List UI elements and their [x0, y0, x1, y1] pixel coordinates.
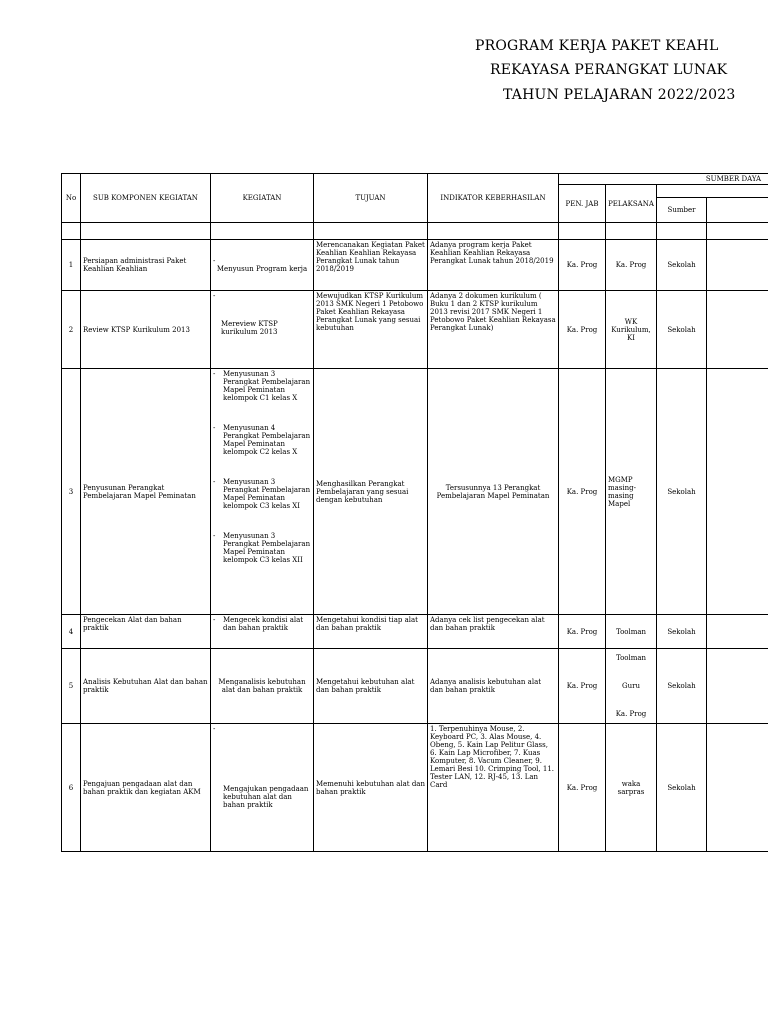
row-pelaksana: MGMP masing- masing Mapel [606, 369, 657, 615]
table-row [62, 615, 768, 649]
row-sub: Review KTSP Kurikulum 2013 [81, 291, 211, 369]
row-indikator: Adanya program kerja Paket Keahlian Keahlian Rekayasa Perangkat Lunak tahun 2018/2019 [428, 240, 559, 291]
row-pen-jab: Ka. Prog [559, 240, 606, 291]
row-no: 4 [62, 615, 81, 649]
row-tujuan: Memenuhi kebutuhan alat dan bahan praktik [314, 724, 428, 852]
header-sub-komponen: SUB KOMPONEN KEGIATAN [81, 174, 211, 223]
row-sub: Persiapan administrasi Paket Keahlian Keahlian [81, 240, 211, 291]
row-kegiatan: - Mengecek kondisi alat dan bahan praktik [211, 615, 314, 649]
table-row [62, 649, 768, 724]
row-tujuan: Menghasilkan Perangkat Pembelajaran yang sesuai dengan kebutuhan [314, 369, 428, 615]
pelaksana-item: Ka. Prog [615, 710, 647, 718]
row-indikator: Adanya 2 dokumen kurikulum ( Buku 1 dan 2 KTSP kurikulum 2013 revisi 2017 SMK Negeri 1 Petobowo Paket Keahlian Rekayasa Perangkat Lunak) [428, 291, 559, 369]
program-subtitle: REKAYASA PERANGKAT LUNAK [490, 62, 728, 78]
header-tujuan: TUJUAN [314, 174, 428, 223]
pelaksana-item: Guru [622, 682, 640, 690]
table-row-spacer [62, 223, 768, 240]
program-title: PROGRAM KERJA PAKET KEAHL [475, 38, 719, 54]
row-sumber: Sekolah [657, 291, 707, 369]
header-sumber: Sumber [657, 198, 707, 223]
row-kegiatan: - Mereview KTSP kurikulum 2013 [211, 291, 314, 369]
row-pelaksana: WK Kurikulum, KI [606, 291, 657, 369]
row-pelaksana: Toolman [606, 615, 657, 649]
row-pen-jab: Ka. Prog [559, 291, 606, 369]
row-sub: Penyusunan Perangkat Pembelajaran Mapel Peminatan [81, 369, 211, 615]
pelaksana-item: Toolman [615, 654, 647, 662]
row-sub: Pengajuan pengadaan alat dan bahan praktik dan kegiatan AKM [81, 724, 211, 852]
row-tujuan: Merencanakan Kegiatan Paket Keahlian Keahlian Rekayasa Perangkat Lunak tahun 2018/2019 [314, 240, 428, 291]
header-sumber-daya: SUMBER DAYA [559, 174, 768, 185]
row-sumber: Sekolah [657, 369, 707, 615]
row-kegiatan: - Mengajukan pengadaan kebutuhan alat dan bahan praktik [211, 724, 314, 852]
row-sumber: Sekolah [657, 615, 707, 649]
row-sub: Analisis Kebutuhan Alat dan bahan praktik [81, 649, 211, 724]
header-empty [657, 185, 768, 198]
row-kegiatan: - Menyusun Program kerja [211, 240, 314, 291]
table-row [62, 291, 768, 369]
program-table-container [61, 173, 768, 853]
header-no: No [62, 174, 81, 223]
row-sub: Pengecekan Alat dan bahan praktik [81, 615, 211, 649]
header-extra [707, 198, 768, 223]
row-indikator: Tersusunnya 13 Perangkat Pembelajaran Mapel Peminatan [428, 369, 559, 615]
row-sumber: Sekolah [657, 240, 707, 291]
row-indikator: Adanya cek list pengecekan alat dan bahan praktik [428, 615, 559, 649]
row-sumber: Sekolah [657, 724, 707, 852]
row-indikator: Adanya analisis kebutuhan alat dan bahan praktik [428, 649, 559, 724]
header-kegiatan: KEGIATAN [211, 174, 314, 223]
program-table [61, 173, 768, 852]
row-tujuan: Mengetahui kondisi tiap alat dan bahan praktik [314, 615, 428, 649]
kegiatan-item: - Menyusunan 3 Perangkat Pembelajaran Mapel Peminatan kelompok C1 kelas X [223, 370, 311, 402]
header-pen-jab: PEN. JAB [559, 185, 606, 223]
row-no: 1 [62, 240, 81, 291]
table-row [62, 240, 768, 291]
row-indikator: 1. Terpenuhinya Mouse, 2. Keyboard PC, 3. Alas Mouse, 4. Obeng, 5. Kain Lap Pelitur Glass, 6. Kain Lap Microfiber, 7. Kuas Komputer, 8. Vacum Cleaner, 9. Lemari Besi 10. Crimping Tool, 11. Tester LAN, 12. RJ-45, 13. Lan Card [428, 724, 559, 852]
row-pelaksana-stack [606, 649, 657, 724]
program-year: TAHUN PELAJARAN 2022/2023 [503, 87, 736, 103]
row-no: 3 [62, 369, 81, 615]
row-pen-jab: Ka. Prog [559, 369, 606, 615]
kegiatan-item: - Menyusunan 3 Perangkat Pembelajaran Mapel Peminatan kelompok C3 kelas XII [223, 532, 311, 564]
row-pen-jab: Ka. Prog [559, 615, 606, 649]
kegiatan-item: - Menyusunan 3 Perangkat Pembelajaran Mapel Peminatan kelompok C3 kelas XI [223, 478, 311, 510]
row-sumber: Sekolah [657, 649, 707, 724]
row-pen-jab: Ka. Prog [559, 649, 606, 724]
header-row-top [62, 174, 768, 185]
row-tujuan: Mengetahui kebutuhan alat dan bahan praktik [314, 649, 428, 724]
row-kegiatan: Menganalisis kebutuhan alat dan bahan praktik [211, 649, 314, 724]
row-no: 5 [62, 649, 81, 724]
header-indikator: INDIKATOR KEBERHASILAN [428, 174, 559, 223]
row-kegiatan-list [211, 369, 314, 615]
row-no: 6 [62, 724, 81, 852]
row-pelaksana: Ka. Prog [606, 240, 657, 291]
table-row [62, 724, 768, 852]
row-pelaksana: waka sarpras [606, 724, 657, 852]
row-pen-jab: Ka. Prog [559, 724, 606, 852]
row-no: 2 [62, 291, 81, 369]
header-pelaksana: PELAKSANA [606, 185, 657, 223]
row-tujuan: Mewujudkan KTSP Kurikulum 2013 SMK Negeri 1 Petobowo Paket Keahlian Rekayasa Perangkat Lunak yang sesuai kebutuhan [314, 291, 428, 369]
table-row [62, 369, 768, 615]
kegiatan-item: - Menyusunan 4 Perangkat Pembelajaran Mapel Peminatan kelompok C2 kelas X [223, 424, 311, 456]
